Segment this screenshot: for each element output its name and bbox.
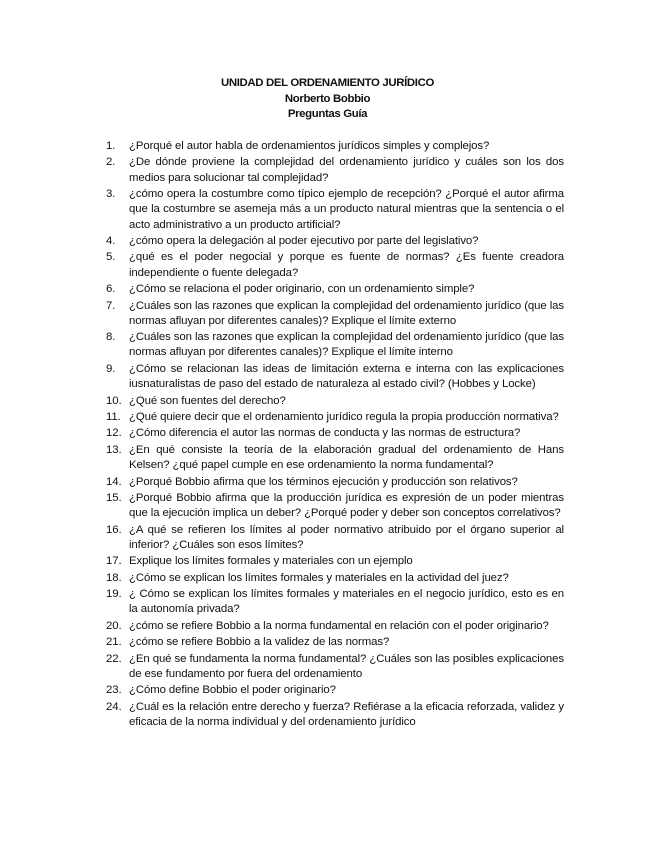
question-item	[106, 250, 564, 280]
question-item	[106, 619, 564, 634]
question-number: 23.	[106, 684, 122, 697]
question-text: ¿cómo se refiere Bobbio a la validez de las normas?	[129, 636, 390, 649]
question-item	[106, 394, 564, 409]
document-title: UNIDAD DEL ORDENAMIENTO JURÍDICO	[220, 77, 435, 89]
question-number: 6.	[106, 283, 116, 296]
question-item	[106, 426, 564, 441]
question-item	[106, 523, 564, 553]
question-text: ¿cómo opera la costumbre como típico ejemplo de recepción? ¿Porqué el autor afirma que la costumbre se asemeja más a un producto natural mientras que la sentencia o el acto administrativo a un producto artificial?	[129, 188, 564, 231]
question-number: 1.	[106, 140, 116, 152]
question-item	[106, 330, 564, 360]
question-text: ¿Qué son fuentes del derecho?	[129, 394, 286, 407]
question-item	[106, 587, 564, 617]
question-text: ¿Cuáles son las razones que explican la complejidad del ordenamiento jurídico (que las normas afluyan por diferentes canales)? Explique el límite interno	[129, 331, 564, 359]
questions-list	[106, 139, 564, 732]
question-text: ¿qué es el poder negocial y porque es fuente de normas? ¿Es fuente creadora independiente o fuente delegada?	[129, 251, 564, 279]
question-item	[106, 475, 564, 490]
question-number: 17.	[106, 555, 122, 568]
question-item	[106, 554, 564, 569]
question-item	[106, 410, 564, 425]
question-text: ¿Porqué Bobbio afirma que la producción jurídica es expresión de un poder mientras que la ejecución implica un deber? ¿Porqué poder y deber son conceptos correlativos?	[129, 491, 564, 520]
question-text: ¿Porqué Bobbio afirma que los términos ejecución y producción son relativos?	[129, 475, 518, 488]
question-number: 18.	[106, 571, 122, 584]
question-number: 5.	[106, 251, 116, 264]
question-text: ¿Cómo diferencia el autor las normas de conducta y las normas de estructura?	[129, 427, 521, 440]
question-item	[106, 187, 564, 233]
question-number: 20.	[106, 619, 122, 632]
question-text: ¿cómo opera la delegación al poder ejecutivo por parte del legislativo?	[129, 234, 479, 247]
question-item	[106, 443, 564, 473]
question-text: ¿Cuáles son las razones que explican la complejidad del ordenamiento jurídico (que las normas afluyan por diferentes canales)? Explique el límite externo	[129, 299, 564, 327]
question-number: 3.	[106, 188, 116, 201]
question-item	[106, 700, 564, 730]
question-text: ¿Porqué el autor habla de ordenamientos jurídicos simples y complejos?	[129, 140, 490, 152]
question-item	[106, 282, 564, 297]
question-number: 10.	[106, 394, 122, 407]
question-item	[106, 362, 564, 392]
question-number: 16.	[106, 523, 122, 536]
question-text: ¿Cómo se relacionan las ideas de limitación externa e interna con las explicaciones iusnaturalistas de paso del estado de naturaleza al estado civil? (Hobbes y Locke)	[129, 362, 564, 391]
question-item	[106, 652, 564, 682]
document-subtitle: Preguntas Guía	[287, 108, 368, 121]
question-text: ¿cómo se refiere Bobbio a la norma fundamental en relación con el poder originario?	[129, 619, 549, 632]
question-number: 8.	[106, 331, 116, 344]
question-number: 14.	[106, 475, 122, 488]
question-item	[106, 635, 564, 650]
question-text: ¿De dónde proviene la complejidad del ordenamiento jurídico y cuáles son los dos medios para solucionar tal complejidad?	[129, 156, 564, 184]
question-text: ¿ Cómo se explican los límites formales y materiales en el negocio jurídico, esto es en la autonomía privada?	[129, 588, 564, 616]
question-number: 15.	[106, 491, 122, 504]
question-text: ¿Cómo define Bobbio el poder originario?	[129, 684, 336, 697]
question-item	[106, 155, 564, 185]
question-text: ¿En qué se fundamenta la norma fundamental? ¿Cuáles son las posibles explicaciones de ese fundamento por fuera del ordenamiento	[129, 652, 564, 680]
question-number: 22.	[106, 652, 122, 665]
question-item	[106, 571, 564, 586]
question-text: Explique los límites formales y materiales con un ejemplo	[129, 555, 413, 568]
question-item	[106, 491, 564, 521]
question-item	[106, 139, 564, 154]
question-text: ¿En qué consiste la teoría de la elaboración gradual del ordenamiento de Hans Kelsen? ¿qué papel cumple en ese ordenamiento la norma fundamental?	[129, 443, 564, 472]
question-text: ¿Qué quiere decir que el ordenamiento jurídico regula la propia producción normativa?	[129, 410, 559, 423]
question-text: ¿Cómo se explican los límites formales y materiales en la actividad del juez?	[129, 571, 509, 584]
question-text: ¿Cuál es la relación entre derecho y fuerza? Refiérase a la eficacia reforzada, validez y eficacia de la norma individual y del ordenamiento jurídico	[129, 700, 564, 729]
question-item	[106, 683, 564, 698]
question-number: 19.	[106, 588, 122, 601]
question-number: 9.	[106, 362, 116, 375]
document-header	[0, 76, 655, 123]
question-item	[106, 234, 564, 249]
question-text: ¿A qué se refieren los límites al poder normativo atribuido por el órgano superior al inferior? ¿Cuáles son esos límites?	[129, 523, 564, 551]
question-number: 12.	[106, 427, 122, 440]
question-text: ¿Cómo se relaciona el poder originario, con un ordenamiento simple?	[129, 283, 475, 296]
question-number: 13.	[106, 443, 122, 456]
question-number: 24.	[106, 700, 122, 713]
question-number: 21.	[106, 636, 122, 649]
question-number: 4.	[106, 234, 116, 247]
question-number: 11.	[106, 410, 121, 423]
question-number: 2.	[106, 156, 116, 169]
document-author: Norberto Bobbio	[284, 92, 371, 105]
question-number: 7.	[106, 299, 116, 312]
question-item	[106, 299, 564, 329]
